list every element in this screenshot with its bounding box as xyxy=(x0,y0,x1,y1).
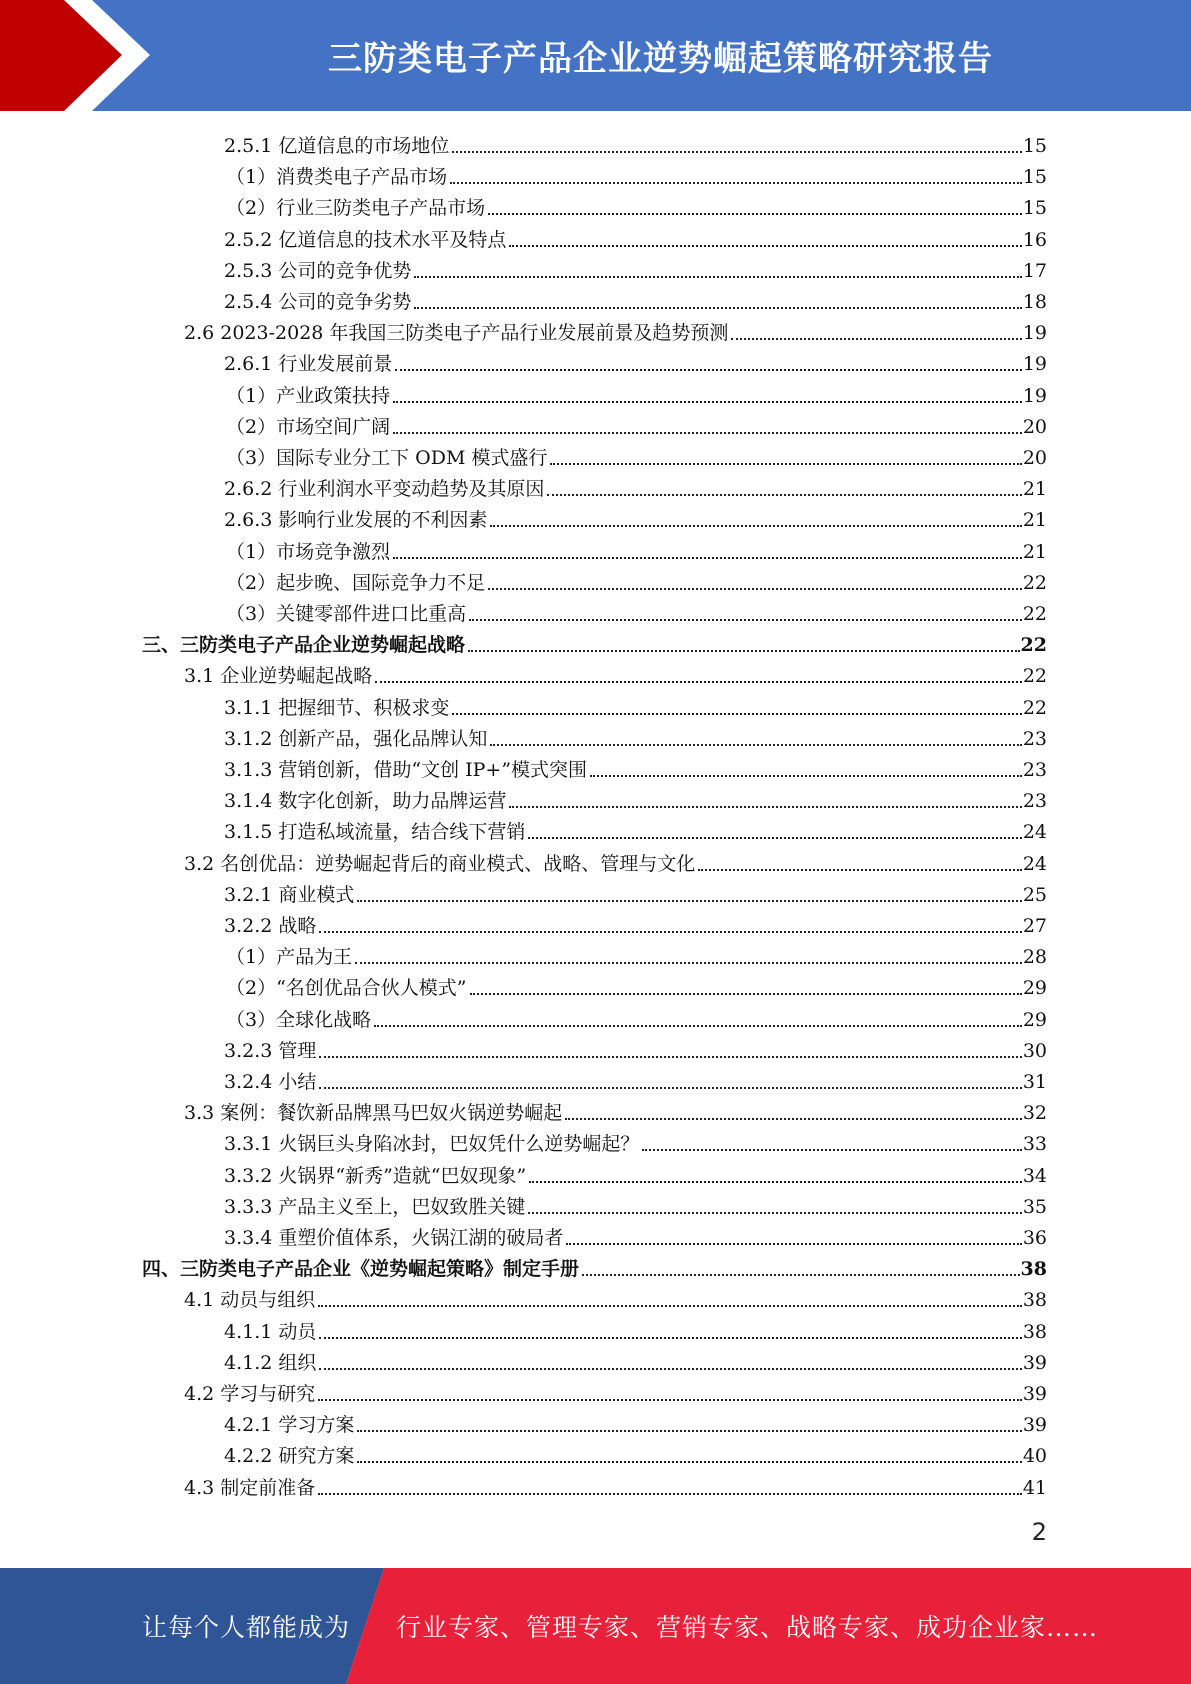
toc-entry-page: 23 xyxy=(1022,790,1047,813)
toc-entry[interactable] xyxy=(224,876,1047,907)
toc-dot-leader xyxy=(319,1368,1021,1370)
toc-entry-page: 19 xyxy=(1022,384,1047,407)
toc-dot-leader xyxy=(590,775,1022,777)
toc-entry-title: 3.2.3 管理 xyxy=(224,1039,317,1062)
report-title: 三防类电子产品企业逆势崛起策略研究报告 xyxy=(328,39,993,79)
toc-dot-leader xyxy=(357,1430,1021,1432)
toc-entry-title: 3.1.2 创新产品，强化品牌认知 xyxy=(224,727,488,750)
toc-entry[interactable] xyxy=(224,1125,1047,1156)
toc-dot-leader xyxy=(318,1399,1022,1401)
toc-entry-title: 2.6 2023-2028 年我国三防类电子产品行业发展前景及趋势预测 xyxy=(184,322,729,345)
toc-entry-page: 36 xyxy=(1022,1227,1047,1249)
toc-entry[interactable] xyxy=(226,969,1047,1000)
toc-entry-title: （1）产业政策扶持 xyxy=(226,384,391,407)
toc-entry-title: 三、三防类电子产品企业逆势崛起战略 xyxy=(142,634,466,657)
toc-entry[interactable] xyxy=(226,408,1047,439)
toc-entry[interactable] xyxy=(184,1375,1047,1406)
toc-dot-leader xyxy=(470,993,1022,995)
toc-entry[interactable] xyxy=(224,1344,1047,1375)
toc-entry-page: 20 xyxy=(1022,415,1047,438)
toc-entry[interactable] xyxy=(226,189,1047,220)
toc-entry-page: 23 xyxy=(1022,727,1047,750)
toc-entry-page: 34 xyxy=(1022,1164,1047,1187)
toc-entry[interactable] xyxy=(184,845,1047,876)
toc-entry-page: 16 xyxy=(1022,228,1047,251)
toc-entry-page: 23 xyxy=(1022,759,1047,781)
toc-entry-title: 3.1.4 数字化创新，助力品牌运营 xyxy=(224,790,507,813)
toc-entry-page: 28 xyxy=(1022,946,1047,969)
toc-entry-title: 4.3 制定前准备 xyxy=(184,1476,316,1499)
toc-dot-leader xyxy=(319,931,1021,933)
toc-entry-page: 29 xyxy=(1022,1008,1047,1031)
toc-entry[interactable] xyxy=(224,221,1047,252)
toc-entry-title: 3.3.2 火锅界“新秀”造就“巴奴现象” xyxy=(224,1164,527,1187)
toc-dot-leader xyxy=(318,1493,1022,1495)
toc-entry[interactable] xyxy=(226,533,1047,564)
toc-dot-leader xyxy=(488,213,1022,215)
toc-entry-page: 35 xyxy=(1022,1195,1047,1218)
toc-entry-page: 33 xyxy=(1022,1133,1047,1156)
toc-entry-page: 17 xyxy=(1022,259,1047,282)
toc-dot-leader xyxy=(642,1149,1021,1151)
toc-entry[interactable] xyxy=(224,1219,1047,1250)
toc-entry-title: 3.1.1 把握细节、积极求变 xyxy=(224,696,450,719)
toc-entry-title: 3.2.1 商业模式 xyxy=(224,883,355,906)
toc-dot-leader xyxy=(319,1087,1021,1089)
toc-dot-leader xyxy=(393,401,1022,403)
toc-entry[interactable] xyxy=(226,1001,1047,1032)
toc-entry[interactable] xyxy=(226,564,1047,595)
toc-entry[interactable] xyxy=(224,1063,1047,1094)
toc-entry-title: （3）关键零部件进口比重高 xyxy=(226,603,467,625)
toc-entry-title: 2.5.3 公司的竞争优势 xyxy=(224,259,412,282)
toc-entry[interactable] xyxy=(224,283,1047,314)
toc-entry-title: 4.2.1 学习方案 xyxy=(224,1414,355,1437)
toc-entry[interactable] xyxy=(226,439,1047,470)
toc-entry-title: 2.5.4 公司的竞争劣势 xyxy=(224,291,412,313)
toc-dot-leader xyxy=(469,619,1022,621)
toc-entry-page: 24 xyxy=(1022,852,1047,875)
toc-entry[interactable] xyxy=(224,782,1047,813)
toc-entry[interactable] xyxy=(224,1157,1047,1188)
toc-dot-leader xyxy=(488,588,1022,590)
toc-entry-page: 22 xyxy=(1020,634,1047,657)
page-number: 2 xyxy=(1031,1518,1047,1546)
toc-entry-page: 27 xyxy=(1022,915,1047,937)
toc-entry-title: 2.6.2 行业利润水平变动趋势及其原因 xyxy=(224,478,545,501)
toc-entry-title: 3.3.4 重塑价值体系，火锅江湖的破局者 xyxy=(224,1227,564,1249)
toc-entry-title: 4.2 学习与研究 xyxy=(184,1383,316,1405)
toc-dot-leader xyxy=(490,744,1021,746)
toc-dot-leader xyxy=(450,182,1022,184)
toc-entry-page: 15 xyxy=(1022,197,1047,220)
toc-dot-leader xyxy=(414,307,1021,309)
toc-dot-leader xyxy=(355,962,1022,964)
toc-entry-page: 31 xyxy=(1022,1071,1047,1093)
toc-dot-leader xyxy=(509,806,1021,808)
toc-entry-page: 24 xyxy=(1022,821,1047,844)
toc-entry[interactable] xyxy=(224,1032,1047,1063)
toc-entry-page: 15 xyxy=(1022,135,1047,157)
toc-entry-title: （2）起步晚、国际竞争力不足 xyxy=(226,571,486,594)
toc-entry-page: 41 xyxy=(1022,1476,1047,1499)
toc-entry[interactable] xyxy=(184,314,1047,345)
toc-dot-leader xyxy=(582,1274,1020,1276)
toc-dot-leader xyxy=(414,276,1021,278)
toc-entry-page: 39 xyxy=(1022,1351,1047,1374)
toc-dot-leader xyxy=(731,338,1021,340)
toc-entry[interactable] xyxy=(224,470,1047,501)
toc-entry-page: 15 xyxy=(1022,166,1047,189)
toc-entry-title: 3.1.5 打造私域流量，结合线下营销 xyxy=(224,821,526,844)
toc-dot-leader xyxy=(395,369,1021,371)
toc-entry[interactable] xyxy=(184,1281,1047,1312)
toc-entry-title: 4.1 动员与组织 xyxy=(184,1289,316,1312)
toc-entry-title: （3）国际专业分工下 ODM 模式盛行 xyxy=(226,447,548,469)
toc-entry-title: （1）产品为王 xyxy=(226,946,353,969)
toc-dot-leader xyxy=(528,1212,1021,1214)
toc-dot-leader xyxy=(393,557,1022,559)
toc-entry-page: 22 xyxy=(1022,696,1047,719)
toc-dot-leader xyxy=(550,463,1021,465)
toc-entry-title: 3.3.3 产品主义至上，巴奴致胜关键 xyxy=(224,1195,526,1218)
toc-entry[interactable] xyxy=(224,252,1047,283)
toc-dot-leader xyxy=(529,1181,1022,1183)
header-bar xyxy=(0,0,1191,111)
toc-entry-page: 39 xyxy=(1022,1414,1047,1437)
toc-entry-title: 3.2.2 战略 xyxy=(224,915,317,937)
toc-dot-leader xyxy=(547,494,1021,496)
toc-dot-leader xyxy=(357,900,1021,902)
toc-entry-page: 38 xyxy=(1020,1258,1047,1281)
toc-entry-page: 21 xyxy=(1022,509,1047,532)
toc-entry[interactable] xyxy=(224,813,1047,844)
red-arrow-icon xyxy=(0,0,160,111)
toc-entry[interactable] xyxy=(226,377,1047,408)
toc-entry-page: 21 xyxy=(1022,478,1047,501)
toc-entry[interactable] xyxy=(224,127,1047,158)
toc-entry[interactable] xyxy=(224,1437,1047,1468)
toc-entry-title: （3）全球化战略 xyxy=(226,1008,372,1031)
toc-entry-title: 四、三防类电子产品企业《逆势崛起策略》制定手册 xyxy=(142,1258,580,1281)
toc-entry-title: 3.3 案例：餐饮新品牌黑马巴奴火锅逆势崛起 xyxy=(184,1102,563,1125)
toc-entry-title: 3.3.1 火锅巨头身陷冰封，巴奴凭什么逆势崛起？ xyxy=(224,1133,640,1156)
toc-entry[interactable] xyxy=(142,1250,1047,1281)
toc-entry-title: （2）行业三防类电子产品市场 xyxy=(226,197,486,220)
toc-entry-page: 38 xyxy=(1022,1320,1047,1343)
toc-dot-leader xyxy=(452,713,1021,715)
toc-entry[interactable] xyxy=(184,1469,1047,1500)
toc-dot-leader xyxy=(357,1461,1021,1463)
toc-dot-leader xyxy=(698,869,1022,871)
footer-slogan-right: 行业专家、管理专家、营销专家、战略专家、成功企业家…… xyxy=(396,1613,1099,1642)
toc-entry[interactable] xyxy=(224,1406,1047,1437)
toc-entry-title: （2）市场空间广阔 xyxy=(226,415,391,438)
toc-dot-leader xyxy=(565,1118,1022,1120)
toc-entry-title: 2.5.1 亿道信息的市场地位 xyxy=(224,135,450,157)
toc-entry[interactable] xyxy=(226,158,1047,189)
toc-entry-title: 3.2.4 小结 xyxy=(224,1071,317,1093)
toc-entry-title: 3.2 名创优品：逆势崛起背后的商业模式、战略、管理与文化 xyxy=(184,852,696,875)
toc-entry-page: 20 xyxy=(1022,447,1047,469)
toc-entry[interactable] xyxy=(224,689,1047,720)
toc-entry-page: 19 xyxy=(1022,322,1047,345)
toc-dot-leader xyxy=(318,1305,1022,1307)
toc-entry-title: 3.1.3 营销创新，借助“文创 IP+”模式突围 xyxy=(224,759,588,781)
toc-entry-title: 4.1.1 动员 xyxy=(224,1320,317,1343)
toc-entry-title: （1）消费类电子产品市场 xyxy=(226,166,448,189)
toc-entry-title: （2）“名创优品合伙人模式” xyxy=(226,977,467,1000)
toc-dot-leader xyxy=(528,837,1021,839)
toc-entry[interactable] xyxy=(224,720,1047,751)
toc-entry-title: （1）市场竞争激烈 xyxy=(226,540,391,563)
toc-entry-page: 22 xyxy=(1022,665,1047,688)
toc-entry-title: 2.6.3 影响行业发展的不利因素 xyxy=(224,509,488,532)
toc-dot-leader xyxy=(393,432,1022,434)
toc-entry-title: 3.1 企业逆势崛起战略 xyxy=(184,665,373,688)
toc-entry-title: 2.6.1 行业发展前景 xyxy=(224,353,393,376)
toc-entry-page: 21 xyxy=(1022,540,1047,563)
toc-entry[interactable] xyxy=(226,938,1047,969)
toc-dot-leader xyxy=(468,650,1020,652)
toc-entry[interactable] xyxy=(224,907,1047,938)
toc-dot-leader xyxy=(452,151,1021,153)
toc-entry-title: 4.1.2 组织 xyxy=(224,1351,317,1374)
toc-entry-page: 25 xyxy=(1022,883,1047,906)
toc-entry[interactable] xyxy=(184,1094,1047,1125)
toc-dot-leader xyxy=(375,681,1022,683)
toc-entry-page: 38 xyxy=(1022,1289,1047,1312)
toc-entry-page: 29 xyxy=(1022,977,1047,1000)
toc-dot-leader xyxy=(490,525,1021,527)
toc-entry[interactable] xyxy=(224,1188,1047,1219)
toc-entry-page: 22 xyxy=(1022,571,1047,594)
toc-entry[interactable] xyxy=(226,595,1047,626)
toc-entry-page: 18 xyxy=(1022,291,1047,313)
toc-dot-leader xyxy=(566,1243,1021,1245)
toc-entry-page: 39 xyxy=(1022,1383,1047,1405)
toc-entry-page: 22 xyxy=(1022,603,1047,625)
toc-entry-page: 30 xyxy=(1022,1039,1047,1062)
toc-entry-page: 19 xyxy=(1022,353,1047,376)
toc-dot-leader xyxy=(319,1337,1021,1339)
toc-entry[interactable] xyxy=(224,345,1047,376)
toc-entry-title: 4.2.2 研究方案 xyxy=(224,1445,355,1468)
toc-entry[interactable] xyxy=(184,657,1047,688)
toc-entry[interactable] xyxy=(142,626,1047,657)
toc-entry[interactable] xyxy=(224,501,1047,532)
footer-slogan-left: 让每个人都能成为 xyxy=(142,1613,351,1642)
toc-entry[interactable] xyxy=(224,1313,1047,1344)
toc-dot-leader xyxy=(319,1056,1021,1058)
toc-entry[interactable] xyxy=(224,751,1047,782)
toc-dot-leader xyxy=(374,1025,1022,1027)
toc-entry-title: 2.5.2 亿道信息的技术水平及特点 xyxy=(224,228,507,251)
toc-entry-page: 40 xyxy=(1022,1445,1047,1468)
toc-dot-leader xyxy=(509,245,1021,247)
footer-bar xyxy=(0,1568,1191,1684)
toc-entry-page: 32 xyxy=(1022,1102,1047,1125)
